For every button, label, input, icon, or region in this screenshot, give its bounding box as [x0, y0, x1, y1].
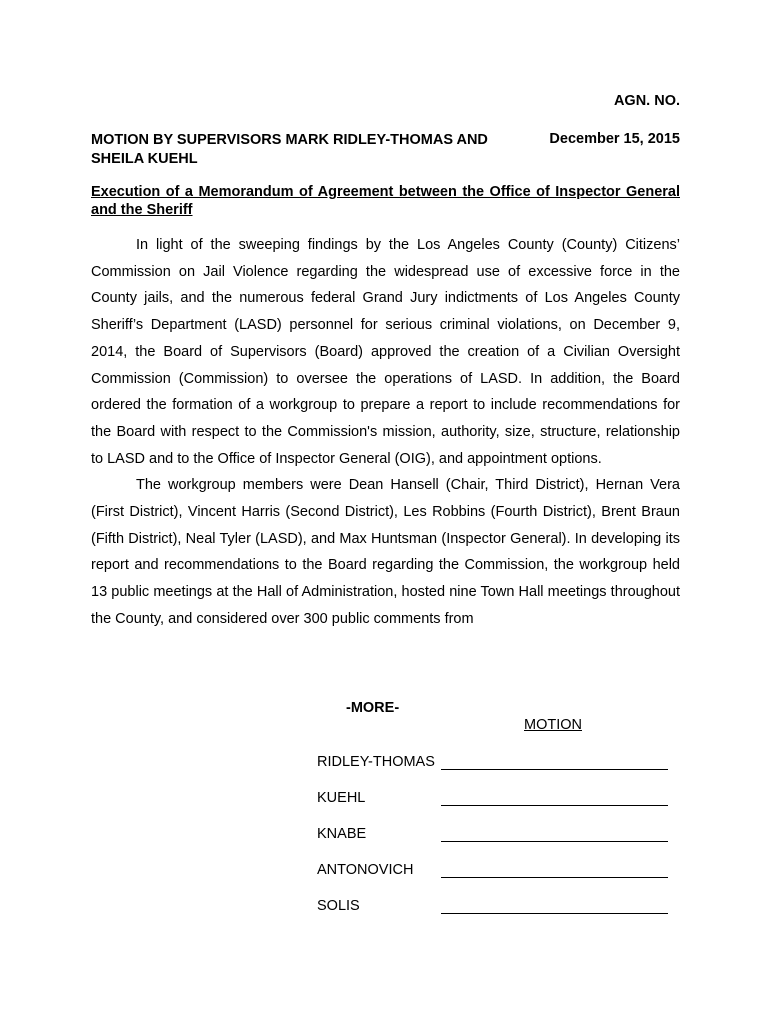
vote-supervisor-name: KUEHL	[317, 790, 366, 806]
motion-by-heading	[91, 131, 531, 169]
vote-supervisor-name: RIDLEY-THOMAS	[317, 754, 435, 770]
vote-row	[317, 752, 677, 788]
vote-row	[317, 824, 677, 860]
motion-vote-heading: MOTION	[524, 717, 582, 733]
vote-row	[317, 788, 677, 824]
vote-table	[317, 752, 677, 932]
vote-row	[317, 860, 677, 896]
vote-supervisor-name: ANTONOVICH	[317, 862, 414, 878]
vote-signature-line	[441, 841, 668, 842]
motion-date: December 15, 2015	[549, 131, 680, 147]
agenda-number-label: AGN. NO.	[613, 93, 680, 109]
motion-body	[91, 232, 680, 633]
motion-by-line-1: MOTION BY SUPERVISORS MARK RIDLEY-THOMAS AND	[91, 132, 488, 148]
vote-supervisor-name: KNABE	[317, 826, 367, 842]
motion-by-line-2: SHEILA KUEHL	[91, 151, 198, 167]
vote-row	[317, 896, 677, 932]
body-paragraph-1: In light of the sweeping findings by the Los Angeles County (County) Citizens’ Commission on Jail Violence regarding the widespread use of excessive force in the County jails, and the numerous federal Grand Jury indictments of Los Angeles County Sheriff’s Department (LASD) personnel for serious criminal violations, on December 9, 2014, the Board of Supervisors (Board) approved the creation of a Civilian Oversight Commission (Commission) to oversee the operations of LASD. In addition, the Board ordered the formation of a workgroup to prepare a report to include recommendations for the Board with respect to the Commission's mission, authority, size, structure, relationship to LASD and to the Office of Inspector General (OIG), and appointment options.	[91, 237, 680, 467]
body-paragraph-2: The workgroup members were Dean Hansell (Chair, Third District), Hernan Vera (First District), Vincent Harris (Second District), Les Robbins (Fourth District), Brent Braun (Fifth District), Neal Tyler (LASD), and Max Huntsman (Inspector General). In developing its report and recommendations to the Board regarding the Commission, the workgroup held 13 public meetings at the Hall of Administration, hosted nine Town Hall meetings throughout the County, and considered over 300 public comments from	[91, 477, 680, 627]
vote-supervisor-name: SOLIS	[317, 898, 360, 914]
more-indicator: -MORE-	[346, 700, 400, 716]
motion-subject: Execution of a Memorandum of Agreement between the Office of Inspector General and the Sheriff	[91, 184, 680, 218]
vote-signature-line	[441, 877, 668, 878]
vote-signature-line	[441, 769, 668, 770]
vote-signature-line	[441, 805, 668, 806]
vote-signature-line	[441, 913, 668, 914]
